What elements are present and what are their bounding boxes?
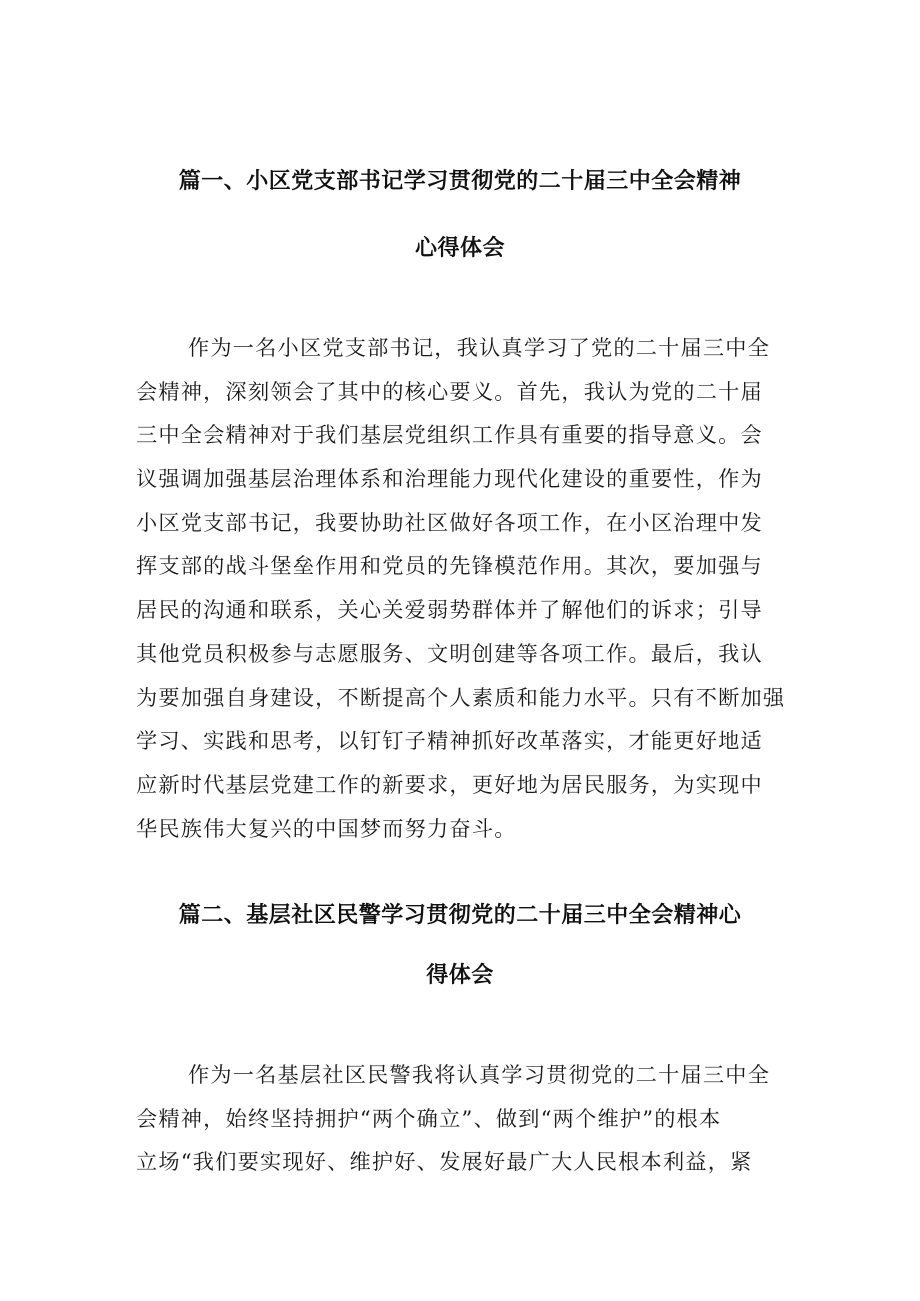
paragraph-line: 会精神，深刻领会了其中的核心要义。首先，我认为党的二十届 xyxy=(136,378,763,404)
paragraph-line: 小区党支部书记，我要协助社区做好各项工作，在小区治理中发 xyxy=(136,509,763,535)
paragraph-line: 应新时代基层党建工作的新要求，更好地为居民服务，为实现中 xyxy=(136,771,763,797)
section2-paragraph xyxy=(136,1053,786,1184)
paragraph-line: 为要加强自身建设，不断提高个人素质和能力水平。只有不断加强 xyxy=(136,684,786,710)
section2-title-line1: 篇二、基层社区民警学习贯彻党的二十届三中全会精神心 xyxy=(178,903,742,928)
section2-title-line2: 得体会 xyxy=(426,963,494,988)
paragraph-line: 三中全会精神对于我们基层党组织工作具有重要的指导意义。会 xyxy=(136,422,763,448)
paragraph-line: 学习、实践和思考，以钉钉子精神抓好改革落实，才能更好地适 xyxy=(136,728,763,754)
section1-paragraph xyxy=(136,326,786,850)
paragraph-line: 作为一名基层社区民警我将认真学习贯彻党的二十届三中全 xyxy=(188,1062,771,1087)
paragraph-line: 居民的沟通和联系，关心关爱弱势群体并了解他们的诉求；引导 xyxy=(136,597,763,623)
paragraph-line: 作为一名小区党支部书记，我认真学习了党的二十届三中全 xyxy=(188,335,771,360)
paragraph-line: 会精神，始终坚持拥护“两个确立”、做到“两个维护”的根本 xyxy=(136,1105,722,1131)
section1-title-line2: 心得体会 xyxy=(414,236,505,261)
paragraph-line: 挥支部的战斗堡垒作用和党员的先锋模范作用。其次，要加强与 xyxy=(136,553,763,579)
paragraph-line: 议强调加强基层治理体系和治理能力现代化建设的重要性，作为 xyxy=(136,466,763,492)
paragraph-line: 其他党员积极参与志愿服务、文明创建等各项工作。最后，我认 xyxy=(136,640,763,666)
paragraph-line: 立场“我们要实现好、维护好、发展好最广大人民根本利益，紧 xyxy=(136,1149,753,1175)
section1-title-line1: 篇一、小区党支部书记学习贯彻党的二十届三中全会精神 xyxy=(178,169,742,194)
paragraph-line: 华民族伟大复兴的中国梦而努力奋斗。 xyxy=(136,815,517,841)
